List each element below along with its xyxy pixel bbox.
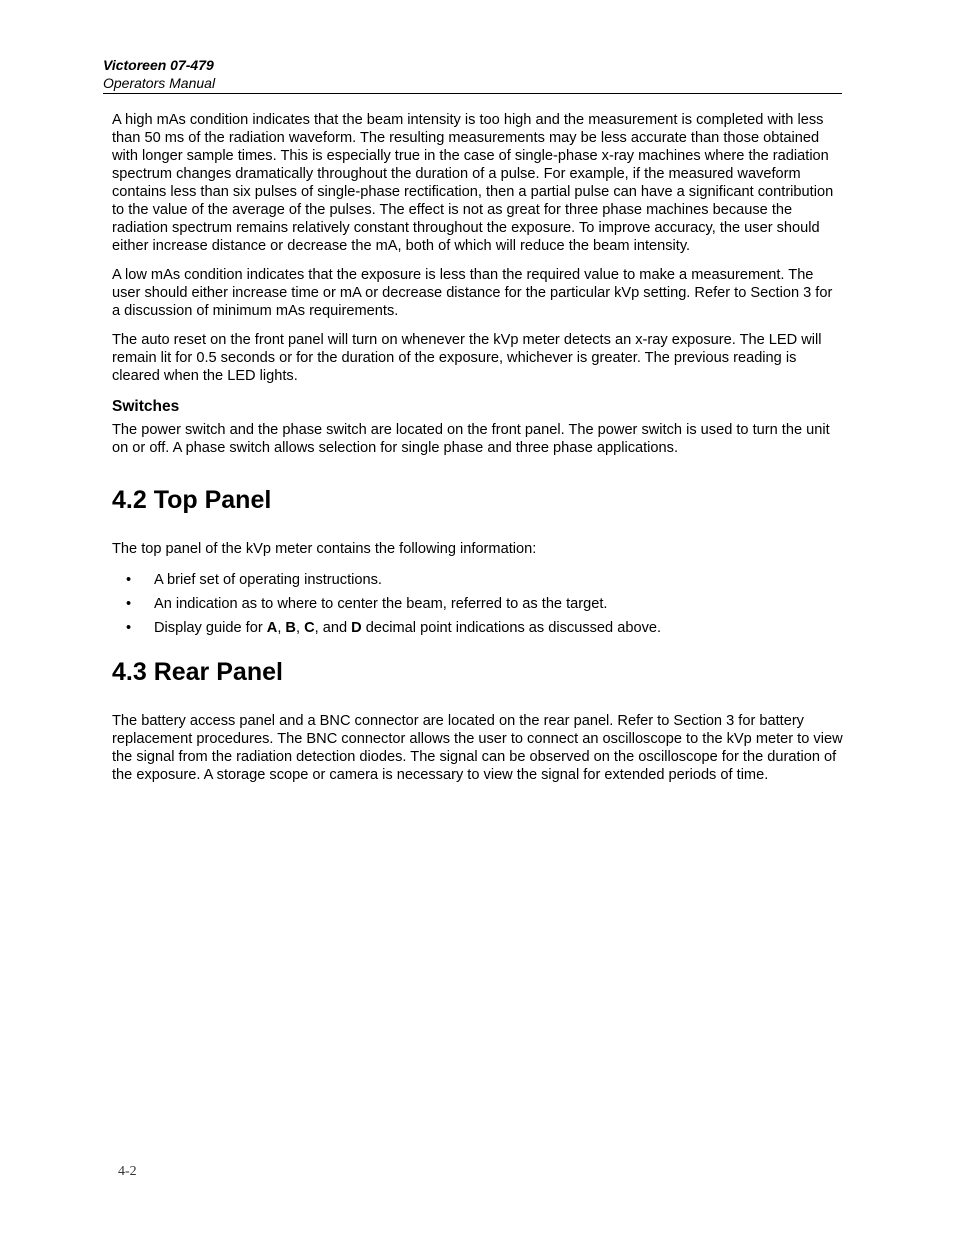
text-segment: , and <box>314 620 352 636</box>
paragraph-low-mas: A low mAs condition indicates that the exposure is less than the required value to make a measurement. The user should either increase time or mA or decrease distance for the particular kVp setting. Refer to Section 3 for a discussion of minimum mAs requirements. <box>112 267 833 319</box>
list-item <box>112 595 844 613</box>
paragraph-rear-panel: The battery access panel and a BNC connector are located on the rear panel. Refer to Section 3 for battery replacement procedures. The BNC connector allows the user to connect an oscilloscope to the kVp meter to view the signal from the radiation detection diodes. The signal can be observed on the oscilloscope for the duration of the exposure. A storage scope or camera is necessary to view the signal for extended periods of time. <box>112 713 843 783</box>
paragraph-high-mas: A high mAs condition indicates that the beam intensity is too high and the measurement is completed with less than 50 ms of the radiation waveform. The resulting measurements may be less accurate than those obtained with longer sample times. This is especially true in the case of single-phase x-ray machines where the radiation spectrum changes dramatically throughout the duration of a pulse. For example, if the measured waveform contains less than six pulses of single-phase rectification, then a partial pulse can have a significant contribution to the value of the average of the pulses. The effect is not as great for three phase machines because the radiation spectrum remains relatively constant throughout the exposure. To improve accuracy, the user should either increase distance or decrease the mA, both of which will reduce the beam intensity. <box>112 112 834 254</box>
paragraph-top-panel-intro: The top panel of the kVp meter contains the following information: <box>112 541 537 557</box>
bullet-icon: • <box>126 572 132 588</box>
section-heading-top-panel: 4.2 Top Panel <box>112 486 272 514</box>
top-panel-bullet-list <box>112 571 844 637</box>
list-item <box>112 619 844 637</box>
text-segment: Display guide for <box>154 620 267 636</box>
page-content <box>112 111 844 784</box>
display-letter-d: D <box>351 620 362 636</box>
page-number: 4-2 <box>118 1164 137 1179</box>
header-subtitle: Operators Manual <box>103 75 216 91</box>
list-item-text: An indication as to where to center the beam, referred to as the target. <box>154 596 608 612</box>
paragraph-switches: The power switch and the phase switch are located on the front panel. The power switch is used to turn the unit on or off. A phase switch allows selection for single phase and three phase applications. <box>112 422 830 456</box>
display-letter-b: B <box>285 620 296 636</box>
paragraph-auto-reset: The auto reset on the front panel will turn on whenever the kVp meter detects an x-ray exposure. The LED will remain lit for 0.5 seconds or for the duration of the exposure, whichever is greater. The previous reading is cleared when the LED lights. <box>112 332 822 384</box>
list-item <box>112 571 844 589</box>
list-item-text: A brief set of operating instructions. <box>154 572 382 588</box>
header-title: Victoreen 07-479 <box>103 57 214 73</box>
switches-heading: Switches <box>112 398 180 415</box>
list-item-text <box>154 620 661 636</box>
display-letter-c: C <box>304 620 315 636</box>
bullet-icon: • <box>126 596 132 612</box>
text-segment: , <box>277 620 286 636</box>
text-segment: decimal point indications as discussed above. <box>361 620 662 636</box>
display-letter-a: A <box>266 620 278 636</box>
text-segment: , <box>295 620 305 636</box>
bullet-icon: • <box>126 620 132 636</box>
section-heading-rear-panel: 4.3 Rear Panel <box>112 658 283 686</box>
running-header <box>103 56 842 94</box>
